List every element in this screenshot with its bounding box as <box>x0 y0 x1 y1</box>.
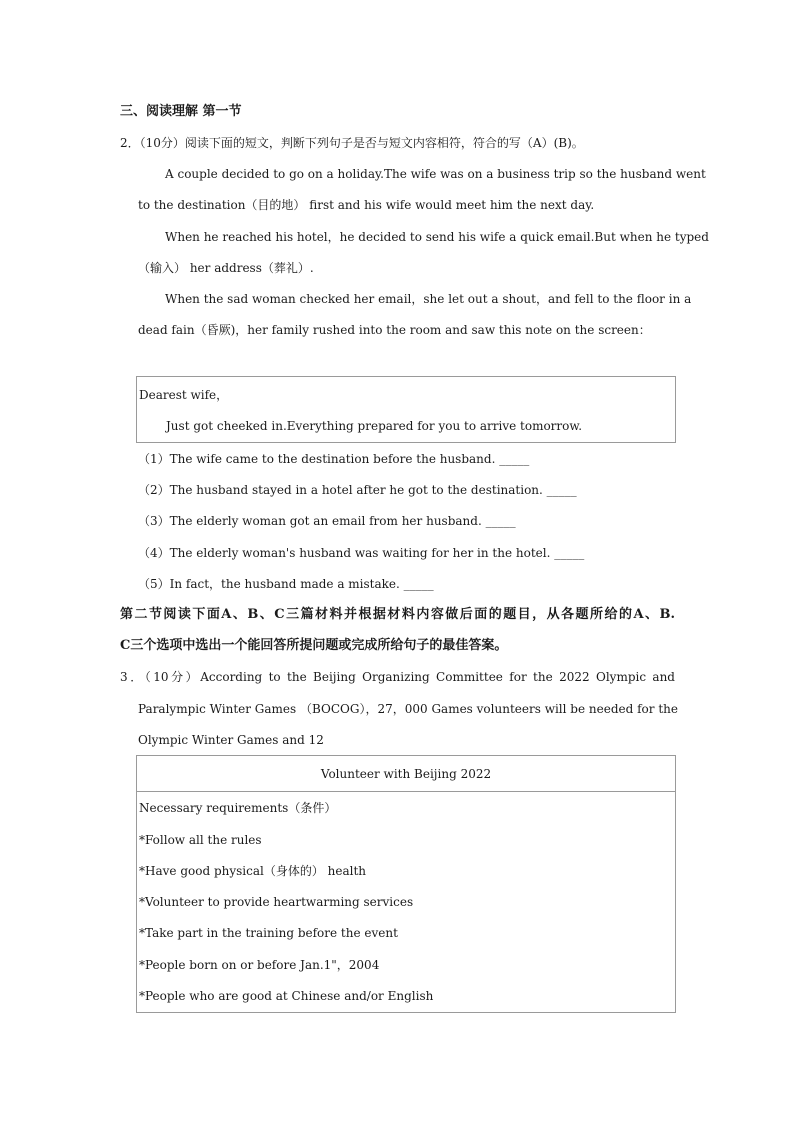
table-title: Volunteer with Beijing 2022 <box>320 767 492 781</box>
requirement-item: Necessary requirements（条件） <box>139 801 337 815</box>
statement-item: （4）The elderly woman's husband was waiting for her in the hotel. _____ <box>138 546 585 560</box>
question-2-intro: 2．（10分）阅读下面的短文，判断下列句子是否与短文内容相符，符合的写（A）(B)。 <box>120 136 584 150</box>
section3-heading: 三、阅读理解 第一节 <box>120 104 242 119</box>
requirement-item: *Have good physical（身体的） health <box>139 864 367 878</box>
requirement-item: *Take part in the training before the event <box>139 926 398 940</box>
statement-item: （2）The husband stayed in a hotel after he got to the destination. _____ <box>138 483 577 497</box>
requirement-item: *People born on or before Jan.1"，2004 <box>139 958 380 972</box>
statement-item: （5）In fact，the husband made a mistake. _____ <box>138 577 434 591</box>
requirement-item: *Volunteer to provide heartwarming services <box>139 895 414 909</box>
requirement-item: *People who are good at Chinese and/or English <box>139 989 434 1003</box>
statement-item: （3）The elderly woman got an email from her husband. _____ <box>138 514 516 528</box>
statement-item: （1）The wife came to the destination before the husband. _____ <box>138 452 530 466</box>
email-note-box <box>136 376 676 443</box>
requirement-item: *Follow all the rules <box>139 833 262 847</box>
volunteer-requirements-table <box>136 755 676 1013</box>
note-greeting: Dearest wife， <box>139 388 229 402</box>
note-body: Just got cheeked in.Everything prepared for you to arrive tomorrow. <box>166 419 583 433</box>
table-divider <box>137 791 675 792</box>
